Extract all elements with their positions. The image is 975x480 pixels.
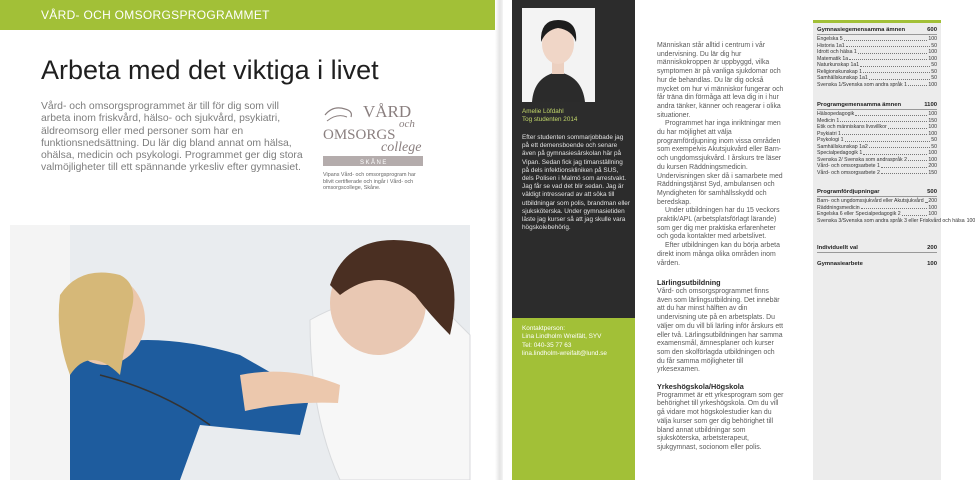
- course-name: Religionskunskap 1: [817, 68, 862, 75]
- contact-name: Lina Lindholm Wreifält, SYV: [522, 333, 602, 341]
- course-points: 50: [931, 143, 937, 150]
- course-row: [817, 217, 975, 225]
- group-points: 100: [927, 261, 937, 267]
- course-name: Engelska 5: [817, 36, 843, 42]
- course-points: 100: [928, 130, 937, 137]
- course-group-project: [817, 261, 937, 269]
- logo-text-och: och: [399, 118, 415, 130]
- group-points: 600: [927, 27, 937, 33]
- dot-leader: [881, 163, 927, 168]
- course-name: Räddningsmedicin: [817, 204, 860, 211]
- body-paragraph: Under utbildningen har du 15 veckors praktik/APL (arbetsplatsförlagt lärande) som ger dig mer praktiska erfarenheter och goda kontakter med arbetslivet.: [657, 207, 780, 241]
- dot-leader: [925, 198, 928, 203]
- course-name: Idrott och hälsa 1: [817, 49, 857, 55]
- course-points: 100: [928, 55, 937, 62]
- course-points: 100: [928, 49, 937, 55]
- student-name-block: [522, 108, 577, 124]
- dot-leader: [863, 150, 927, 155]
- page-title: Arbeta med det viktiga i livet: [41, 55, 379, 85]
- intro-text: Vård- och omsorgsprogrammet är till för dig som vill arbeta inom friskvård, hälso- och sjukvård, psykiatri, äldreomsorg eller med personer som har en funktionsnedsättning. Du lär dig bland annat om hälsa, ohälsa, medicin och psykologi. Programmet ger dig stora valmöjligheter till ett spännande yrkesliv efter gymnasiet.: [41, 101, 303, 174]
- student-graduation: Tog studenten 2014: [522, 115, 578, 123]
- course-points: 200: [928, 163, 937, 169]
- course-points: 200: [928, 198, 937, 204]
- dot-leader: [840, 118, 927, 123]
- logo-caption: Vipans Vård- och omsorgsprogram har blivit certifierade och ingår i Vård- och omsorgscollege, Skåne.: [323, 172, 416, 192]
- course-points: 150: [928, 117, 937, 124]
- course-group-deepening: [817, 189, 975, 224]
- course-points: 50: [931, 62, 937, 68]
- course-points: 100: [928, 111, 937, 117]
- course-name: Vård- och omsorgsarbete 2: [817, 169, 880, 176]
- body-paragraph: Människan står alltid i centrum i vår undervisning. Du lär dig hur människokroppen är uppbyggd, vilka symptomen är på vanliga sjukdomar och hur de behandlas. Du lär dig också mycket om hur vi människor fungerar och får träna din förmåga att leva dig in i hur andra tänker, känner och reagerar i olika situationer.: [657, 42, 784, 119]
- group-points: 1100: [924, 102, 937, 108]
- contact-label: Kontaktperson:: [522, 325, 565, 332]
- course-points: 100: [966, 217, 975, 224]
- course-name: Engelska 6 eller Specialpedagogik 2: [817, 211, 901, 217]
- vard-och-omsorgscollege-logo: [323, 101, 423, 167]
- course-name: Vård- och omsorgsarbete 1: [817, 163, 880, 169]
- dot-leader: [849, 56, 927, 61]
- program-name: VÅRD- OCH OMSORGSPROGRAMMET: [41, 8, 270, 22]
- course-name: Naturkunskap 1a1: [817, 62, 860, 68]
- course-row: [817, 82, 937, 89]
- contact-phone: Tel: 040-35 77 63: [522, 341, 572, 349]
- dot-leader: [888, 124, 928, 129]
- course-points: 100: [928, 150, 937, 156]
- dot-leader: [855, 111, 927, 116]
- course-name: Etik och människans livsvillkor: [817, 124, 887, 130]
- dot-leader: [861, 205, 928, 210]
- apprenticeship-text: Vård- och omsorgsprogrammet finns även som lärlingsutbildning. Det innebär att du har minst hälften av din undervisning ute på en arbetsplats. Du väljer om du vill bli lärling inför årskurs ett eller två. Lärlingsutbildningen har samma examensmål, ämnesplaner och kurser som den skolförlagda utbildningen och du får samma möjligheter till yrkesexamen.: [657, 287, 783, 374]
- course-name: Medicin 1: [817, 117, 840, 124]
- course-points: 50: [931, 137, 937, 143]
- course-points: 100: [928, 211, 937, 217]
- logo-text-region: SKÅNE: [360, 160, 388, 166]
- course-name: Psykologi 1: [817, 137, 844, 143]
- course-name: Barn- och ungdomssjukvård eller Akutsjukvård: [817, 198, 924, 204]
- course-points: 50: [931, 75, 937, 81]
- body-paragraph: Efter utbildningen kan du börja arbeta direkt inom många olika områden inom vården.: [657, 242, 780, 267]
- group-points: 500: [927, 189, 937, 195]
- nurse-training-photo: [10, 225, 470, 480]
- course-group-common: [817, 27, 937, 88]
- course-points: 100: [928, 81, 937, 88]
- program-description: [657, 42, 784, 453]
- dot-leader: [908, 157, 927, 162]
- contact-email[interactable]: lina.lindholm-wreifalt@lund.se: [522, 350, 607, 358]
- course-name: Specialpedagogik 1: [817, 150, 863, 156]
- course-points: 100: [928, 204, 937, 211]
- higher-education-text: Programmet är ett yrkesprogram som ger behörighet till yrkeshögskola. Om du vill gå vidare mot högskolestudier kan du välja kurser som ger dig behörighet till bland annat utbildningar som sjuksköterska, arbetsterapeut, sjukgymnast, socionom eller polis.: [657, 391, 784, 451]
- course-name: Svenska 1/Svenska som andra språk 1: [817, 81, 907, 88]
- group-title: Gymnasiearbete: [817, 261, 863, 267]
- body-paragraph: Programmet har inga inriktningar men du har möjlighet att välja programfördjupning inom vissa områden som exempelvis Akutsjukvård eller Barn- och ungdomssjukvård. I årskurs tre läser du kursen Räddningsmedicin. Undervisningen sker då i samarbete med Räddningstjänst Syd, ambulansen och Myndigheten för samhällsskydd och beredskap.: [657, 120, 783, 206]
- group-title: Individuellt val: [817, 245, 858, 251]
- dot-leader: [842, 131, 927, 136]
- dot-leader: [860, 62, 930, 67]
- course-points: 100: [928, 36, 937, 42]
- higher-education-heading: Yrkeshögskola/Högskola: [657, 382, 744, 392]
- dot-leader: [858, 49, 928, 54]
- dot-leader: [869, 144, 930, 149]
- logo-text-omsorgs: OMSORGS: [323, 127, 396, 143]
- course-name: Svenska 3/Svenska som andra språk 3 eller Friskvård och hälsa: [817, 217, 965, 224]
- apprenticeship-heading: Lärlingsutbildning: [657, 278, 721, 288]
- logo-text-college: college: [381, 140, 422, 155]
- student-quote: Efter studenten sommarjobbade jag på ett demensboende och senare även på gymnasiesärskolan här på Vipan. Sedan fick jag timanställning på dels infektionskliniken på SUS, dels Polisen i Malmö som arrestvakt. Jag får se vad det blir sedan. Jag är väldigt intresserad av att söka till utbildningar som polis, brandman eller sjuksköterska. Under gymnasietiden läste jag kurser så att jag skulle vara högskolebehörig.: [522, 134, 630, 232]
- dot-leader: [869, 75, 930, 80]
- course-points: 100: [928, 156, 937, 163]
- course-points: 50: [931, 68, 937, 75]
- course-points: 150: [928, 169, 937, 176]
- dot-leader: [881, 170, 927, 175]
- course-name: Svenska 2/ Svenska som andraspråk 2: [817, 156, 907, 163]
- student-name: Amelie Löfdahl: [522, 108, 564, 115]
- course-group-individual: [817, 245, 937, 254]
- course-name: Samhällskunskap 1a1: [817, 75, 868, 81]
- page-gutter: [495, 0, 503, 480]
- student-portrait-photo: [522, 8, 595, 102]
- group-title: Programgemensamma ämnen: [817, 102, 902, 108]
- course-points: 50: [931, 42, 937, 49]
- dot-leader: [863, 69, 930, 74]
- dot-leader: [844, 36, 928, 41]
- course-points: 100: [928, 124, 937, 130]
- course-name: Hälsopedagogik: [817, 111, 855, 117]
- dot-leader: [908, 82, 927, 87]
- group-title: Gymnasiegemensamma ämnen: [817, 27, 906, 33]
- course-group-program: [817, 102, 937, 176]
- logo-text-vard: VÅRD: [363, 102, 412, 121]
- course-name: Matematik 1a: [817, 55, 849, 62]
- course-name: Samhällskunskap 1a2: [817, 143, 868, 150]
- contact-box: [512, 318, 635, 480]
- dot-leader: [846, 43, 931, 48]
- group-title: Programfördjupningar: [817, 189, 880, 195]
- course-row: [817, 170, 937, 177]
- course-list-sidebar: [813, 20, 975, 480]
- dot-leader: [845, 137, 931, 142]
- dot-leader: [902, 211, 928, 216]
- group-points: 200: [927, 245, 937, 251]
- course-name: Psykiatri 1: [817, 130, 841, 137]
- program-header-bar: [0, 0, 497, 30]
- course-name: Historia 1a1: [817, 42, 845, 49]
